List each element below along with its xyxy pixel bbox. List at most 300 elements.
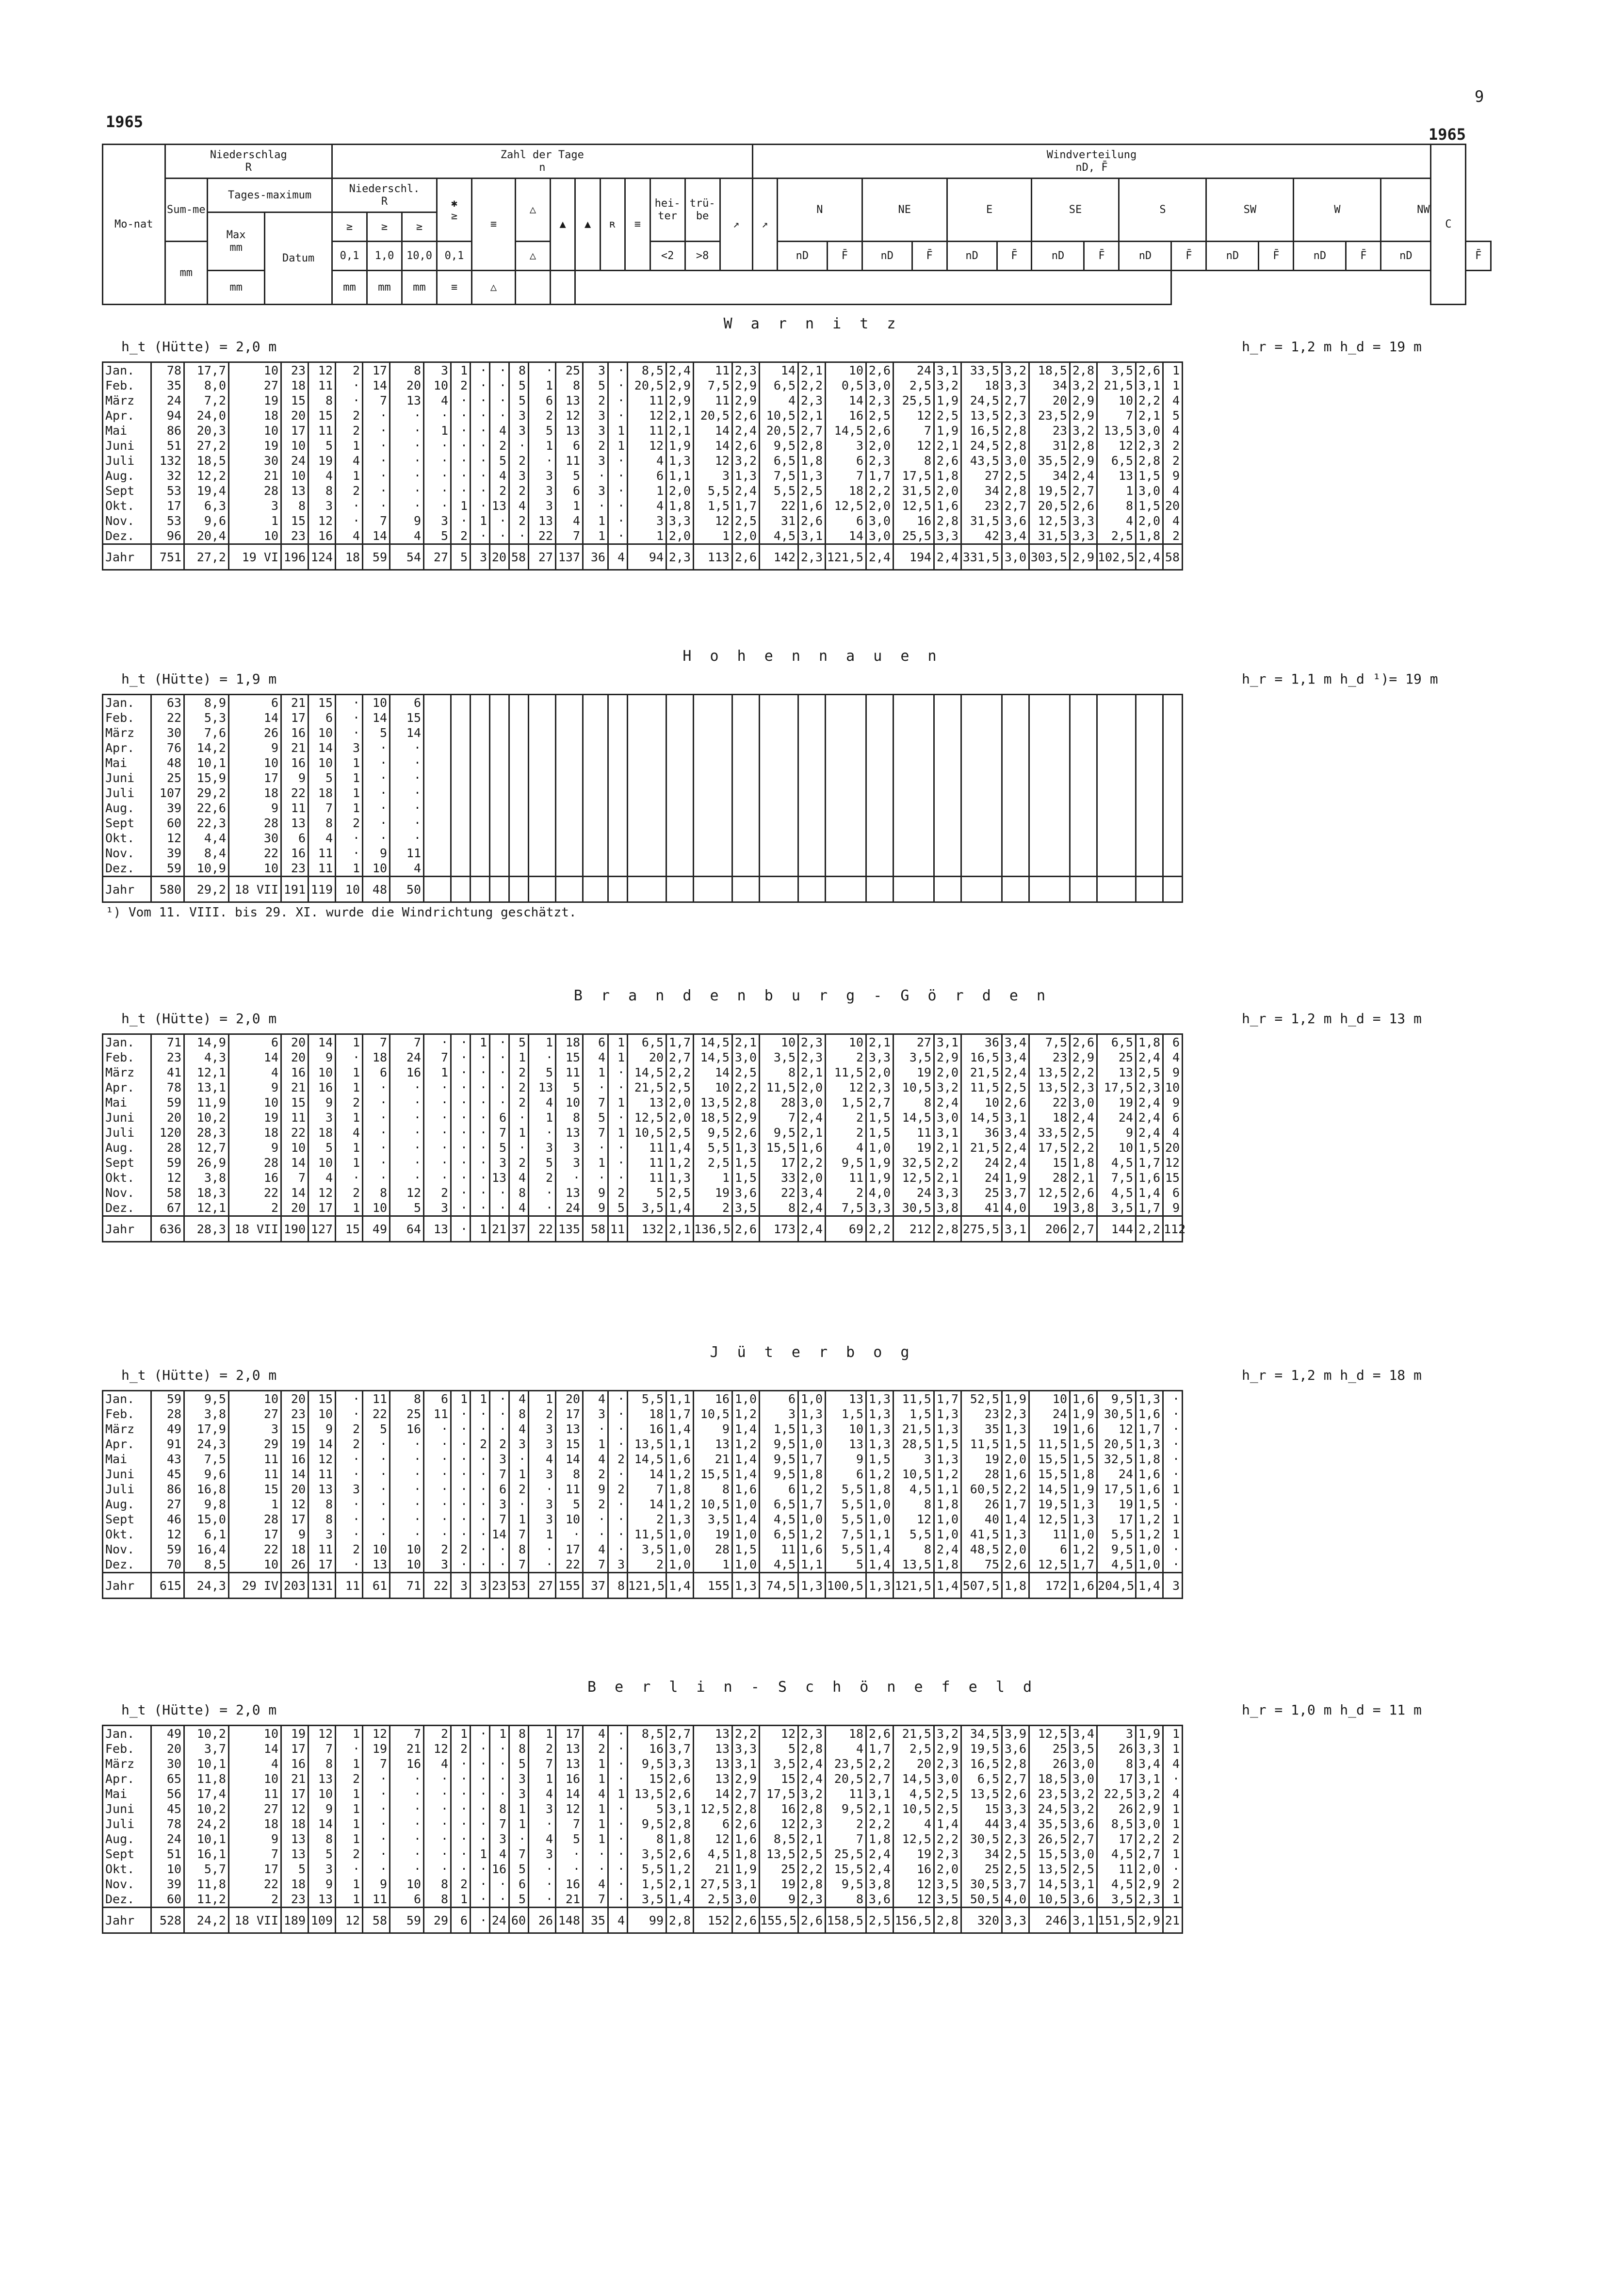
table-cell: 2,5 xyxy=(666,1080,694,1095)
table-cell xyxy=(1097,710,1136,725)
table-cell: 23,5 xyxy=(1029,408,1070,423)
table-cell: 24 xyxy=(151,1831,184,1846)
table-cell: 2,4 xyxy=(866,1846,893,1862)
table-cell: 58 xyxy=(151,1185,184,1200)
table-cell: 2,3 xyxy=(798,544,826,570)
table-cell xyxy=(694,800,732,816)
table-cell: · xyxy=(1163,1497,1183,1512)
table-cell: 1,8 xyxy=(1136,1034,1163,1050)
table-cell: 28 xyxy=(229,816,281,831)
table-cell: · xyxy=(363,468,390,483)
table-cell: 1 xyxy=(336,1140,363,1155)
dir-e-header: E xyxy=(947,179,1032,242)
table-cell: 17 xyxy=(1097,1771,1136,1786)
table-cell: 14,5 xyxy=(628,1065,666,1080)
table-cell: 1,3 xyxy=(934,1452,961,1467)
table-cell: 4 xyxy=(583,1391,608,1407)
table-row xyxy=(103,1452,1183,1467)
table-cell: 2 xyxy=(826,1050,866,1065)
table-cell xyxy=(1136,816,1163,831)
table-cell: 28,5 xyxy=(893,1437,934,1452)
table-cell xyxy=(1097,755,1136,770)
table-cell: 1,5 xyxy=(1136,1497,1163,1512)
table-cell: 1,8 xyxy=(1002,1573,1029,1599)
table-cell: · xyxy=(363,1140,390,1155)
table-cell: · xyxy=(363,1467,390,1482)
table-cell: 5,5 xyxy=(694,483,732,498)
table-cell: 2,4 xyxy=(1136,1110,1163,1125)
table-cell: 1,5 xyxy=(732,1155,760,1170)
table-cell: · xyxy=(451,1482,471,1497)
table-cell: 2,4 xyxy=(798,1771,826,1786)
table-cell: 4,5 xyxy=(1097,1155,1136,1170)
table-cell xyxy=(826,846,866,861)
table-cell: 191 xyxy=(281,877,309,902)
table-cell: 8 xyxy=(760,1200,798,1216)
table-cell: 22 xyxy=(229,1185,281,1200)
table-cell: · xyxy=(363,770,390,785)
dir-sw-header: SW xyxy=(1206,179,1294,242)
table-cell: 1,4 xyxy=(666,1573,694,1599)
table-cell: 27 xyxy=(961,468,1002,483)
table-cell: 1 xyxy=(451,1892,471,1908)
table-row xyxy=(103,1391,1183,1407)
table-cell: 1,8 xyxy=(1070,1155,1097,1170)
table-cell xyxy=(961,816,1002,831)
table-cell: · xyxy=(490,513,509,528)
table-cell: 1,9 xyxy=(1070,1482,1097,1497)
table-cell: 22,3 xyxy=(184,816,229,831)
table-cell: 24 xyxy=(961,1170,1002,1185)
table-cell: 71 xyxy=(151,1034,184,1050)
table-cell: 1 xyxy=(336,1816,363,1831)
table-cell: 9 xyxy=(1163,468,1183,483)
table-cell: 3 xyxy=(556,1140,583,1155)
table-cell: 7 xyxy=(556,528,583,544)
table-cell: 2,1 xyxy=(732,1034,760,1050)
table-cell: 40 xyxy=(961,1512,1002,1527)
table-cell: 2,3 xyxy=(798,1034,826,1050)
table-cell: 7 xyxy=(363,1034,390,1050)
table-cell xyxy=(424,695,451,711)
table-cell xyxy=(866,831,893,846)
table-cell: 9,5 xyxy=(628,1756,666,1771)
table-cell: · xyxy=(451,1200,471,1216)
table-cell: 6 xyxy=(556,483,583,498)
table-cell: 1,2 xyxy=(1070,1542,1097,1557)
table-cell: 2,4 xyxy=(1136,1125,1163,1140)
month-cell: Juni xyxy=(103,1801,151,1816)
table-cell: 1,0 xyxy=(732,1527,760,1542)
table-cell: 1,5 xyxy=(1070,1437,1097,1452)
table-cell: 10 xyxy=(556,1095,583,1110)
table-cell: 34 xyxy=(961,483,1002,498)
table-cell xyxy=(628,877,666,902)
table-cell: 3 xyxy=(529,1140,556,1155)
table-cell: 13,5 xyxy=(1097,423,1136,438)
table-cell: 12,1 xyxy=(184,1200,229,1216)
table-cell: 1 xyxy=(336,755,363,770)
table-cell: · xyxy=(336,1512,363,1527)
table-cell: 2 xyxy=(336,1437,363,1452)
table-cell xyxy=(451,816,471,831)
table-cell: 3,0 xyxy=(1070,1095,1097,1110)
table-cell: 9 xyxy=(229,1080,281,1095)
table-cell: 2,6 xyxy=(732,1908,760,1933)
table-cell: · xyxy=(424,1080,451,1095)
table-cell xyxy=(1002,831,1029,846)
table-cell xyxy=(1163,785,1183,800)
table-cell: 4,5 xyxy=(694,1846,732,1862)
table-cell: 1,5 xyxy=(826,1095,866,1110)
table-cell xyxy=(1163,710,1183,725)
table-cell xyxy=(556,710,583,725)
table-cell xyxy=(798,877,826,902)
table-cell: 2 xyxy=(628,1512,666,1527)
table-cell: 1 xyxy=(529,378,556,393)
table-cell: 51 xyxy=(151,1846,184,1862)
table-cell: 2,8 xyxy=(1070,362,1097,378)
hut-height: h_t (Hütte) = 2,0 m xyxy=(121,1011,277,1027)
table-cell: 6 xyxy=(826,513,866,528)
table-cell: · xyxy=(451,438,471,453)
table-cell xyxy=(666,770,694,785)
table-cell: 155,5 xyxy=(760,1908,798,1933)
table-cell: · xyxy=(424,1467,451,1482)
table-cell: 1,3 xyxy=(666,1170,694,1185)
table-cell: 12,1 xyxy=(184,1065,229,1080)
gale-icon: ↗ xyxy=(762,218,768,230)
table-cell xyxy=(509,846,529,861)
table-cell: 2,8 xyxy=(1002,423,1029,438)
table-cell: 31 xyxy=(760,513,798,528)
table-cell xyxy=(893,695,934,711)
table-cell: 2,5 xyxy=(1002,1862,1029,1877)
table-cell: 42 xyxy=(961,528,1002,544)
table-cell xyxy=(666,725,694,740)
heiter-empty xyxy=(515,271,550,305)
table-cell: 9,6 xyxy=(184,1467,229,1482)
table-cell: 2 xyxy=(583,393,608,408)
table-cell: 8 xyxy=(893,1497,934,1512)
dir-n-header: N xyxy=(778,179,862,242)
table-cell: 32,5 xyxy=(893,1155,934,1170)
table-row xyxy=(103,1877,1183,1892)
table-cell xyxy=(451,831,471,846)
table-cell xyxy=(1163,877,1183,902)
table-cell: 28,3 xyxy=(184,1216,229,1242)
table-cell: 2 xyxy=(583,438,608,453)
table-cell: · xyxy=(471,453,490,468)
table-cell: 2,5 xyxy=(1097,528,1136,544)
table-cell: 13,5 xyxy=(1029,1080,1070,1095)
table-cell: 59 xyxy=(390,1908,424,1933)
table-cell: · xyxy=(583,1527,608,1542)
table-cell: 1,4 xyxy=(732,1512,760,1527)
table-cell: 1,0 xyxy=(666,1557,694,1573)
table-cell xyxy=(1029,710,1070,725)
table-cell: · xyxy=(424,1527,451,1542)
table-cell: 10 xyxy=(363,695,390,711)
table-cell: 3,0 xyxy=(1002,544,1029,570)
table-cell xyxy=(934,695,961,711)
table-cell: 65 xyxy=(151,1771,184,1786)
table-cell: 11,9 xyxy=(184,1095,229,1110)
table-cell xyxy=(1029,740,1070,755)
table-cell: · xyxy=(390,1452,424,1467)
table-cell: 6 xyxy=(509,1877,529,1892)
month-cell: Feb. xyxy=(103,1406,151,1421)
table-cell: 13 xyxy=(628,1095,666,1110)
table-cell: 7 xyxy=(390,1726,424,1742)
table-row xyxy=(103,393,1183,408)
niederschl-label: Niederschl. xyxy=(349,183,420,196)
table-cell: 3,3 xyxy=(732,1741,760,1756)
table-row xyxy=(103,453,1183,468)
month-cell: Okt. xyxy=(103,1170,151,1185)
table-cell: 35 xyxy=(151,378,184,393)
table-cell: 1,0 xyxy=(934,1527,961,1542)
table-cell: · xyxy=(1163,1437,1183,1452)
table-cell: · xyxy=(608,1726,628,1742)
table-cell xyxy=(583,740,608,755)
table-cell: 2 xyxy=(451,1542,471,1557)
table-cell: 6 xyxy=(1163,1110,1183,1125)
table-cell: 1,0 xyxy=(934,1512,961,1527)
table-cell: 1,9 xyxy=(1002,1170,1029,1185)
table-cell: 3 xyxy=(529,483,556,498)
table-cell: 20,4 xyxy=(184,528,229,544)
table-cell: 1 xyxy=(583,1771,608,1786)
month-cell: Aug. xyxy=(103,1831,151,1846)
table-cell: · xyxy=(490,1771,509,1786)
table-cell: 48 xyxy=(151,755,184,770)
table-cell: 1,0 xyxy=(798,1391,826,1407)
table-cell: 2,8 xyxy=(732,1095,760,1110)
ne-nd: nD xyxy=(862,242,912,271)
table-cell: 2,4 xyxy=(866,544,893,570)
table-cell: 5 xyxy=(826,1557,866,1573)
table-cell: 25 xyxy=(961,1185,1002,1200)
table-cell xyxy=(1136,800,1163,816)
table-cell: 2,1 xyxy=(866,1801,893,1816)
table-cell: 16 xyxy=(826,408,866,423)
table-cell xyxy=(471,770,490,785)
table-cell: 7,5 xyxy=(826,1200,866,1216)
table-row xyxy=(103,1831,1183,1846)
table-cell: 1,9 xyxy=(1070,1406,1097,1421)
table-cell: 24,5 xyxy=(961,393,1002,408)
table-cell: 17 xyxy=(1097,1512,1136,1527)
table-cell: 8 xyxy=(509,1406,529,1421)
table-cell xyxy=(934,846,961,861)
table-cell: 1,4 xyxy=(866,1557,893,1573)
table-cell: · xyxy=(451,1437,471,1452)
table-cell xyxy=(961,785,1002,800)
table-cell: 1,4 xyxy=(666,1140,694,1155)
table-cell xyxy=(961,800,1002,816)
table-cell: 86 xyxy=(151,423,184,438)
table-cell: 2,5 xyxy=(798,483,826,498)
table-cell: · xyxy=(608,1741,628,1756)
table-cell: 22 xyxy=(760,1185,798,1200)
table-cell: 10 xyxy=(229,861,281,877)
table-cell: · xyxy=(471,1831,490,1846)
table-cell xyxy=(694,710,732,725)
table-cell: 1 xyxy=(583,1801,608,1816)
table-cell: 2,8 xyxy=(1136,453,1163,468)
table-cell: 22 xyxy=(529,1216,556,1242)
table-cell: · xyxy=(336,1452,363,1467)
table-cell: · xyxy=(424,1155,451,1170)
table-cell: 8 xyxy=(363,1185,390,1200)
heiter-threshold: <2 xyxy=(650,242,685,271)
table-cell: · xyxy=(451,1846,471,1862)
instrument-heights: h_r = 1,2 m h_d = 13 m xyxy=(1242,1011,1422,1027)
table-cell: 19,5 xyxy=(1029,1497,1070,1512)
table-cell: 212 xyxy=(893,1216,934,1242)
table-cell: 2,2 xyxy=(934,1155,961,1170)
table-cell: 6 xyxy=(760,1482,798,1497)
table-cell: 2,6 xyxy=(1136,362,1163,378)
w-f: F̄ xyxy=(1346,242,1381,271)
table-cell xyxy=(583,695,608,711)
snow-header xyxy=(437,179,472,242)
table-cell: · xyxy=(608,1140,628,1155)
table-cell: 20 xyxy=(1163,1140,1183,1155)
table-cell: 20 xyxy=(628,1050,666,1065)
table-cell xyxy=(798,770,826,785)
table-row xyxy=(103,1497,1183,1512)
table-cell: · xyxy=(490,1421,509,1437)
table-cell: · xyxy=(490,528,509,544)
table-cell: 3 xyxy=(229,498,281,513)
table-cell: 11 xyxy=(556,1482,583,1497)
table-cell: 11 xyxy=(893,1125,934,1140)
sw-f: F̄ xyxy=(1259,242,1294,271)
table-cell: 5 xyxy=(556,1080,583,1095)
table-cell: 1 xyxy=(336,1892,363,1908)
month-cell: März xyxy=(103,393,151,408)
table-cell: 2,1 xyxy=(1070,1170,1097,1185)
table-cell: 13 xyxy=(281,816,309,831)
month-cell: Jahr xyxy=(103,1216,151,1242)
table-cell: 18 xyxy=(281,378,309,393)
table-cell xyxy=(529,740,556,755)
table-cell xyxy=(694,831,732,846)
table-cell: 2,9 xyxy=(1070,393,1097,408)
table-cell: 11 xyxy=(309,846,336,861)
table-cell: 142 xyxy=(760,544,798,570)
month-cell: Dez. xyxy=(103,1557,151,1573)
table-cell: 2,5 xyxy=(1002,468,1029,483)
table-cell: · xyxy=(608,1816,628,1831)
table-cell: 20,5 xyxy=(826,1771,866,1786)
table-cell: 1,3 xyxy=(1002,1421,1029,1437)
table-cell xyxy=(529,877,556,902)
table-cell: 30 xyxy=(229,831,281,846)
month-cell: Jan. xyxy=(103,362,151,378)
table-cell: · xyxy=(424,1786,451,1801)
table-cell: 10 xyxy=(826,1421,866,1437)
table-cell: 2,5 xyxy=(934,1801,961,1816)
footnote: ¹) Vom 11. VIII. bis 29. XI. wurde die Windrichtung geschätzt. xyxy=(106,905,577,920)
table-cell: 1,6 xyxy=(1070,1421,1097,1437)
table-cell: 2,6 xyxy=(866,362,893,378)
month-cell: Feb. xyxy=(103,378,151,393)
table-cell xyxy=(509,785,529,800)
table-cell: 10 xyxy=(309,1155,336,1170)
table-cell: 3 xyxy=(309,498,336,513)
table-cell: 3,0 xyxy=(934,1771,961,1786)
table-cell: · xyxy=(390,770,424,785)
table-row xyxy=(103,423,1183,438)
table-row xyxy=(103,846,1183,861)
table-cell: · xyxy=(471,1095,490,1110)
table-cell: 3,4 xyxy=(1070,1726,1097,1742)
table-cell: 6 xyxy=(1163,1185,1183,1200)
table-cell: 12,5 xyxy=(1029,513,1070,528)
table-cell: 11 xyxy=(309,861,336,877)
table-cell xyxy=(826,710,866,725)
table-cell: 2,6 xyxy=(666,1786,694,1801)
table-cell: 27 xyxy=(529,544,556,570)
table-cell xyxy=(424,877,451,902)
table-cell xyxy=(694,755,732,770)
table-cell: · xyxy=(363,755,390,770)
table-cell: 2 xyxy=(336,483,363,498)
table-cell: 2,4 xyxy=(732,483,760,498)
table-cell xyxy=(608,710,628,725)
table-cell: 4 xyxy=(1163,483,1183,498)
month-cell: Mai xyxy=(103,1095,151,1110)
table-cell: 6,5 xyxy=(760,378,798,393)
table-cell: 2,8 xyxy=(666,1816,694,1831)
table-row xyxy=(103,1527,1183,1542)
table-cell xyxy=(866,755,893,770)
table-cell: 2,6 xyxy=(666,1846,694,1862)
table-cell: 7 xyxy=(583,1125,608,1140)
table-cell xyxy=(798,725,826,740)
table-cell: 34 xyxy=(1029,468,1070,483)
table-cell: 5 xyxy=(490,1140,509,1155)
month-cell: Apr. xyxy=(103,408,151,423)
table-cell: · xyxy=(471,1452,490,1467)
table-cell: 25 xyxy=(556,362,583,378)
table-cell: 59 xyxy=(363,544,390,570)
table-cell: 5 xyxy=(509,393,529,408)
table-cell: 6 xyxy=(760,1391,798,1407)
table-cell: 3,1 xyxy=(1070,1877,1097,1892)
table-cell xyxy=(583,861,608,877)
table-cell: 1,2 xyxy=(1136,1527,1163,1542)
table-cell: 2,9 xyxy=(732,1110,760,1125)
table-cell: 1 xyxy=(608,1034,628,1050)
table-row xyxy=(103,1892,1183,1908)
table-cell: 1,5 xyxy=(694,498,732,513)
table-cell xyxy=(694,740,732,755)
table-cell: 24 xyxy=(893,362,934,378)
table-cell xyxy=(1136,725,1163,740)
table-cell: 26 xyxy=(961,1497,1002,1512)
table-cell xyxy=(608,831,628,846)
table-cell: · xyxy=(583,498,608,513)
table-cell xyxy=(628,755,666,770)
table-cell: 2,2 xyxy=(1070,1065,1097,1080)
table-cell: 2,3 xyxy=(866,453,893,468)
table-cell: 9 xyxy=(309,1421,336,1437)
table-cell xyxy=(556,785,583,800)
